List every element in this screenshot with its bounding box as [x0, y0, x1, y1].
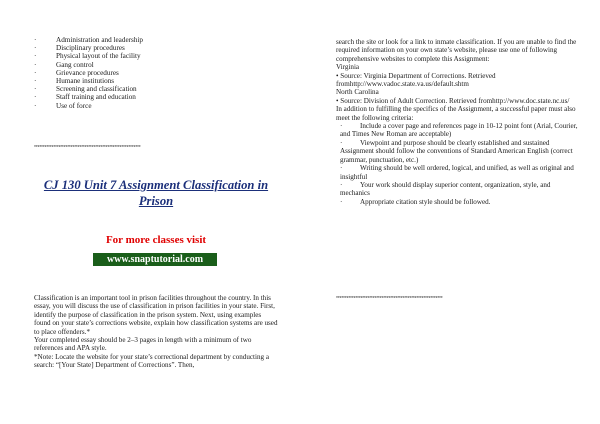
bullet-dot: ·	[340, 122, 343, 131]
bullet-item: · Screening and classification	[34, 85, 137, 94]
paragraph: North Carolina	[336, 88, 379, 97]
bullet-dot: ·	[34, 77, 37, 86]
bullet-dot: ·	[34, 93, 37, 102]
bullet-dot: ·	[340, 164, 343, 173]
criteria-item: · Include a cover page and references page in 10-12 point font (Arial, Courier, and Times New Roman are acceptable)	[340, 122, 578, 139]
paragraph: • Source: Virginia Department of Corrections. Retrieved fromhttp://www.vadoc.state.va.us/default.shtm	[336, 71, 496, 89]
paragraph: Your completed essay should be 2–3 pages in length with a minimum of two references and APA style.	[34, 336, 252, 353]
criteria-item: · Writing should be well ordered, logical, and unified, as well as original and insightful	[340, 164, 574, 181]
bullet-dot: ·	[34, 60, 37, 69]
topic-bullet-list	[34, 36, 234, 110]
website-link[interactable]: www.snaptutorial.com	[93, 253, 217, 266]
bullet-dot: ·	[34, 52, 37, 61]
more-classes-text: For more classes visit	[105, 234, 207, 246]
bullet-item: · Physical layout of the facility	[34, 52, 141, 61]
bullet-item: · Gang control	[34, 60, 94, 69]
left-body-text	[34, 294, 278, 370]
paragraph: *Note: Locate the website for your state’s correctional department by conducting a search: “[Your State] Department of Corrections”. Then,	[34, 352, 269, 370]
paragraph: Virginia	[336, 63, 360, 72]
paragraph: In addition to fulfilling the specifics of the Assignment, a successful paper must also meet the following criteria:	[336, 105, 576, 122]
bullet-item: · Administration and leadership	[34, 36, 144, 44]
criteria-item: · Viewpoint and purpose should be clearly established and sustained Assignment should follow the conventions of Standard American English (correct grammar, punctuation, etc.)	[340, 138, 573, 164]
bullet-item: · Grievance procedures	[34, 68, 119, 77]
bullet-item: · Humane institutions	[34, 77, 115, 86]
criteria-item: · Your work should display superior content, organization, style, and mechanics	[340, 180, 551, 198]
bullet-dot: ·	[34, 85, 37, 94]
bullet-dot: ·	[340, 138, 343, 147]
bullet-dot: ·	[340, 197, 343, 206]
paragraph: search the site or look for a link to inmate classification. If you are unable to find the required information on your own state’s website, please use one of following comprehensive websites to complete this Assignment:	[336, 38, 577, 63]
left-star-divider: *************************************************************	[34, 145, 141, 151]
bullet-item: · Staff training and education	[34, 93, 136, 102]
right-body-text	[336, 38, 578, 206]
bullet-dot: ·	[34, 101, 37, 110]
bullet-dot: ·	[34, 36, 37, 44]
bullet-dot: ·	[340, 180, 343, 189]
right-star-divider: *************************************************************	[336, 296, 443, 302]
bullet-dot: ·	[34, 44, 37, 53]
bullet-dot: ·	[34, 68, 37, 77]
bullet-item: · Disciplinary procedures	[34, 44, 125, 53]
document-title: CJ 130 Unit 7 Assignment Classification in Prison	[43, 178, 269, 208]
bullet-item: · Use of force	[34, 101, 92, 110]
criteria-item: · Appropriate citation style should be followed.	[340, 197, 491, 206]
paragraph: Classification is an important tool in prison facilities throughout the country. In this essay, you will discuss the use of classification in prison facilities in your state. First, identify the purpose of classification in the prison system. Next, using examples found on your state’s corrections website, explain how classification systems are used to place offenders.*	[34, 294, 278, 336]
paragraph: • Source: Division of Adult Correction. Retrieved fromhttp://www.doc.state.nc.us/	[336, 96, 570, 105]
